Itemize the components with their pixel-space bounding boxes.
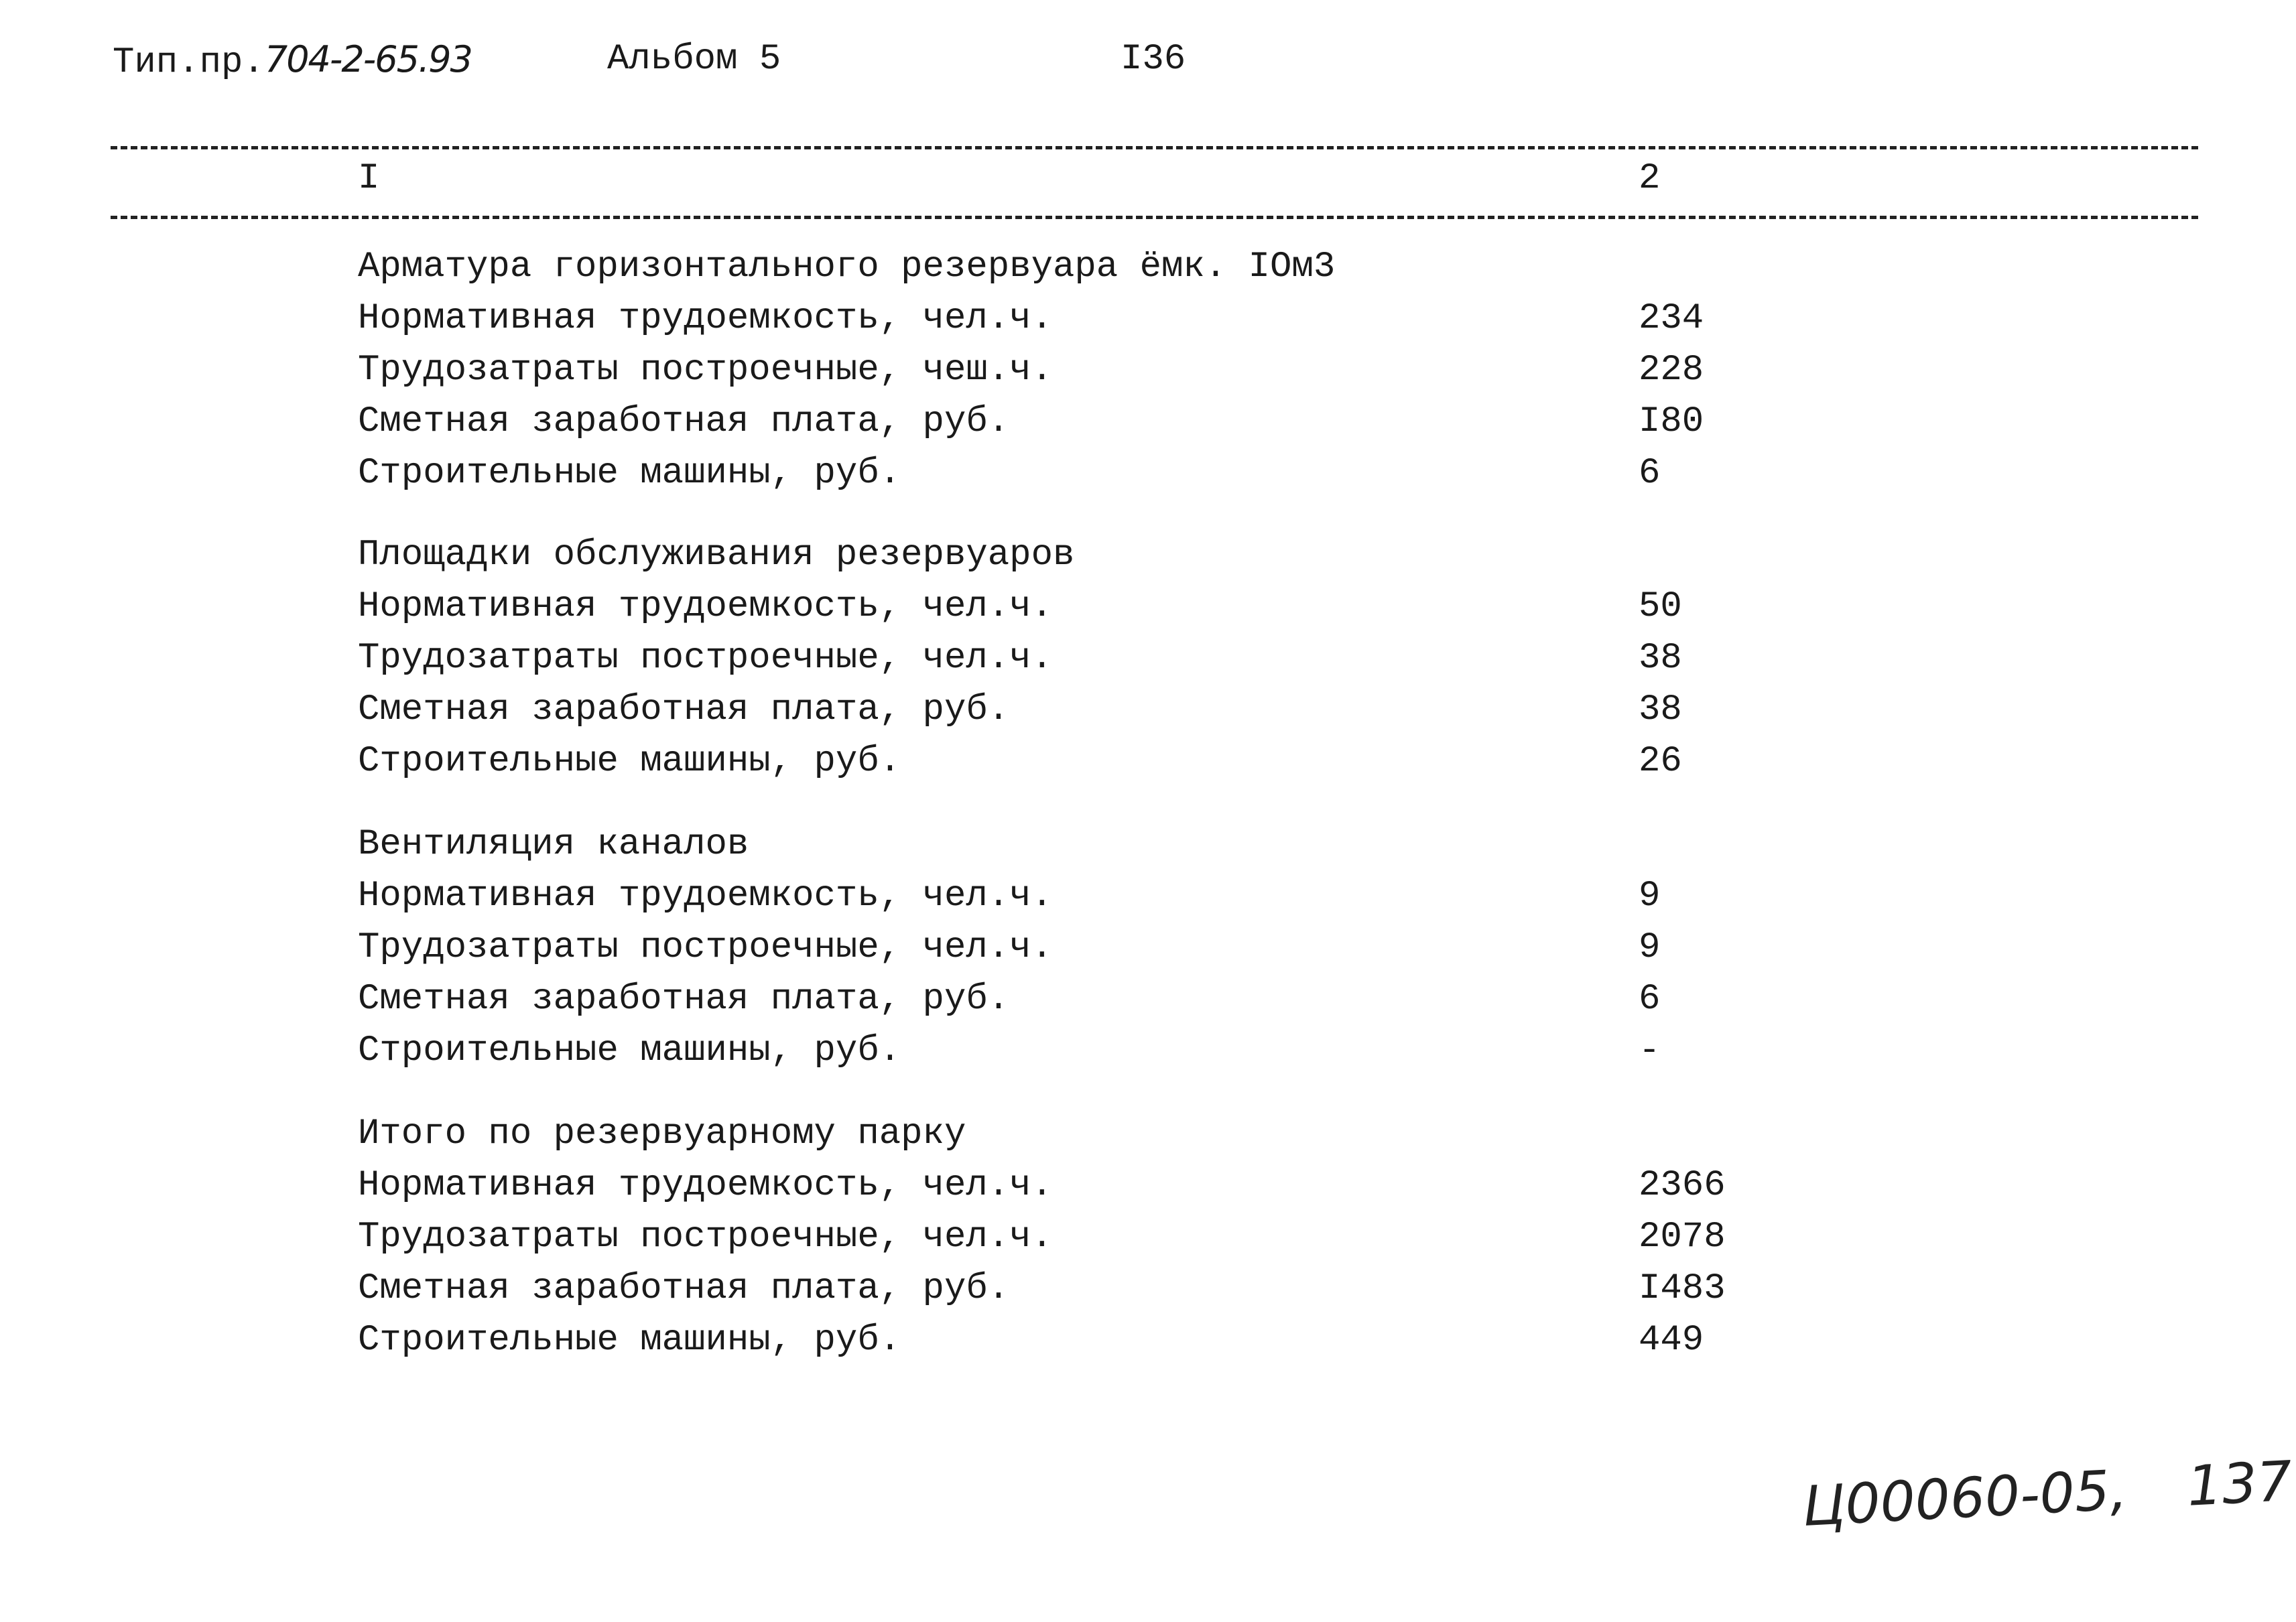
table-row <box>0 922 2296 973</box>
section-channel-ventilation <box>0 819 2296 1077</box>
stamp-code: Ц00060-05, <box>1801 1458 2129 1539</box>
row-value: 2366 <box>1639 1165 1726 1206</box>
row-label: Нормативная трудоемкость, чел.ч. <box>358 1165 1053 1206</box>
table-rule-top <box>111 146 2198 149</box>
handwritten-stamp <box>1801 1448 2293 1541</box>
table-row <box>0 870 2296 922</box>
row-value: 9 <box>1639 876 1661 917</box>
table-row <box>0 1160 2296 1211</box>
stamp-sheet-number: 137 <box>2185 1449 2294 1519</box>
row-value: 6 <box>1639 979 1661 1020</box>
section-title: Итого по резервуарному парку <box>358 1113 966 1154</box>
section-title: Арматура горизонтального резервуара ёмк. IOм3 <box>358 247 1336 287</box>
row-value: 228 <box>1639 350 1704 391</box>
row-label: Строительные машины, руб. <box>358 741 901 782</box>
project-reference <box>113 36 472 86</box>
table-row <box>0 632 2296 684</box>
row-label: Трудозатраты построечные, чел.ч. <box>358 1217 1053 1258</box>
section-title: Площадки обслуживания резервуаров <box>358 535 1075 576</box>
column-header-2: 2 <box>1639 158 1661 199</box>
table-row <box>0 684 2296 736</box>
table-row <box>0 1263 2296 1314</box>
row-label: Сметная заработная плата, руб. <box>358 979 1010 1020</box>
section-service-platforms <box>0 529 2296 787</box>
page-number: I36 <box>1121 39 1186 80</box>
table-row <box>0 396 2296 448</box>
row-label: Нормативная трудоемкость, чел.ч. <box>358 586 1053 627</box>
row-value: 9 <box>1639 927 1661 968</box>
row-label: Строительные машины, руб. <box>358 453 901 494</box>
project-prefix: Тип.пр. <box>113 42 265 83</box>
table-row <box>0 344 2296 396</box>
row-value: 6 <box>1639 453 1661 494</box>
table-row <box>0 1211 2296 1263</box>
section-title: Вентиляция каналов <box>358 824 749 865</box>
row-value: 38 <box>1639 689 1682 730</box>
row-label: Нормативная трудоемкость, чел.ч. <box>358 298 1053 339</box>
row-value: 2078 <box>1639 1217 1726 1258</box>
row-label: Трудозатраты построечные, чеш.ч. <box>358 350 1053 391</box>
row-label: Сметная заработная плата, руб. <box>358 1268 1010 1309</box>
row-value: 449 <box>1639 1320 1704 1361</box>
row-label: Сметная заработная плата, руб. <box>358 401 1010 442</box>
row-value: 234 <box>1639 298 1704 339</box>
row-value: I80 <box>1639 401 1704 442</box>
table-row <box>0 581 2296 632</box>
row-value: 26 <box>1639 741 1682 782</box>
album-label: Альбом 5 <box>607 39 781 80</box>
section-tank-fittings <box>0 241 2296 499</box>
row-label: Нормативная трудоемкость, чел.ч. <box>358 876 1053 917</box>
row-label: Строительные машины, руб. <box>358 1030 901 1071</box>
row-value: I483 <box>1639 1268 1726 1309</box>
row-value: - <box>1639 1030 1661 1071</box>
table-row <box>0 293 2296 344</box>
table-row <box>0 736 2296 787</box>
table-row <box>0 973 2296 1025</box>
section-total-tank-park <box>0 1108 2296 1366</box>
row-label: Сметная заработная плата, руб. <box>358 689 1010 730</box>
row-label: Трудозатраты построечные, чел.ч. <box>358 927 1053 968</box>
table-rule-bottom <box>111 216 2198 219</box>
row-value: 38 <box>1639 638 1682 679</box>
row-label: Трудозатраты построечные, чел.ч. <box>358 638 1053 679</box>
table-row <box>0 1314 2296 1366</box>
row-label: Строительные машины, руб. <box>358 1320 901 1361</box>
row-value: 50 <box>1639 586 1682 627</box>
column-header-1: I <box>358 158 380 199</box>
table-row <box>0 448 2296 499</box>
table-row <box>0 1025 2296 1077</box>
project-number: 704-2-65.93 <box>264 38 472 80</box>
